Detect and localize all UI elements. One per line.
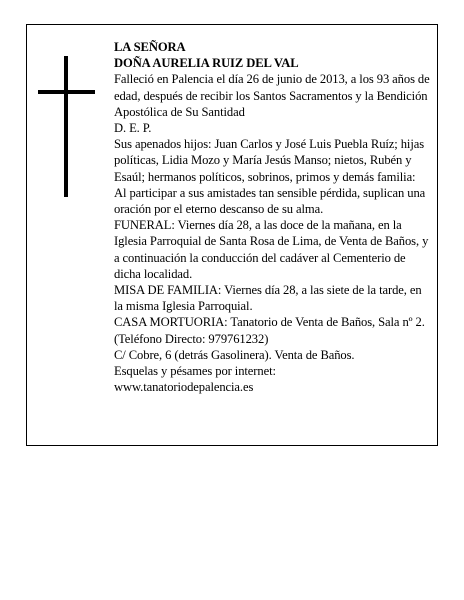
notice-heading: LA SEÑORA [114,40,186,54]
cross-vertical-bar [64,56,68,197]
funeral-home-address: C/ Cobre, 6 (detrás Gasolinera). Venta de Baños. [114,347,355,362]
funeral-home-details: CASA MORTUORIA: Tanatorio de Venta de Baños, Sala nº 2. (Teléfono Directo: 979761232) [114,315,425,346]
family-mass-details: MISA DE FAMILIA: Viernes día 28, a las siete de la tarde, en la misma Iglesia Parroquial. [114,283,422,314]
funeral-details: FUNERAL: Viernes día 28, a las doce de la mañana, en la Iglesia Parroquial de Santa Rosa de Lima, de Venta de Baños, y a continuación la conducción del cadáver al Cementerio de dicha localidad. [114,218,429,281]
prayer-request: Al participar a sus amistades tan sensible pérdida, suplican una oración por el eterno descanso de su alma. [114,185,426,217]
obituary-notice [26,24,438,446]
cross-horizontal-bar [38,90,95,94]
rip-line: D. E. P. [114,121,152,136]
deceased-name: DOÑA AURELIA RUIZ DEL VAL [114,56,299,71]
website-link[interactable]: www.tanatoriodepalencia.es [114,380,254,395]
notice-text [114,39,432,395]
death-announcement: Falleció en Palencia el día 26 de junio de 2013, a los 93 años de edad, después de recibir los Santos Sacramentos y la Bendición Apostólica de Su Santidad [114,72,430,119]
family-list: Sus apenados hijos: Juan Carlos y José Luis Puebla Ruíz; hijas políticas, Lidia Mozo y María Jesús Manso; nietos, Rubén y Esaúl; hermanos políticos, sobrinos, primos y demás familia: [114,137,425,184]
online-condolences-label: Esquelas y pésames por internet: [114,364,276,379]
